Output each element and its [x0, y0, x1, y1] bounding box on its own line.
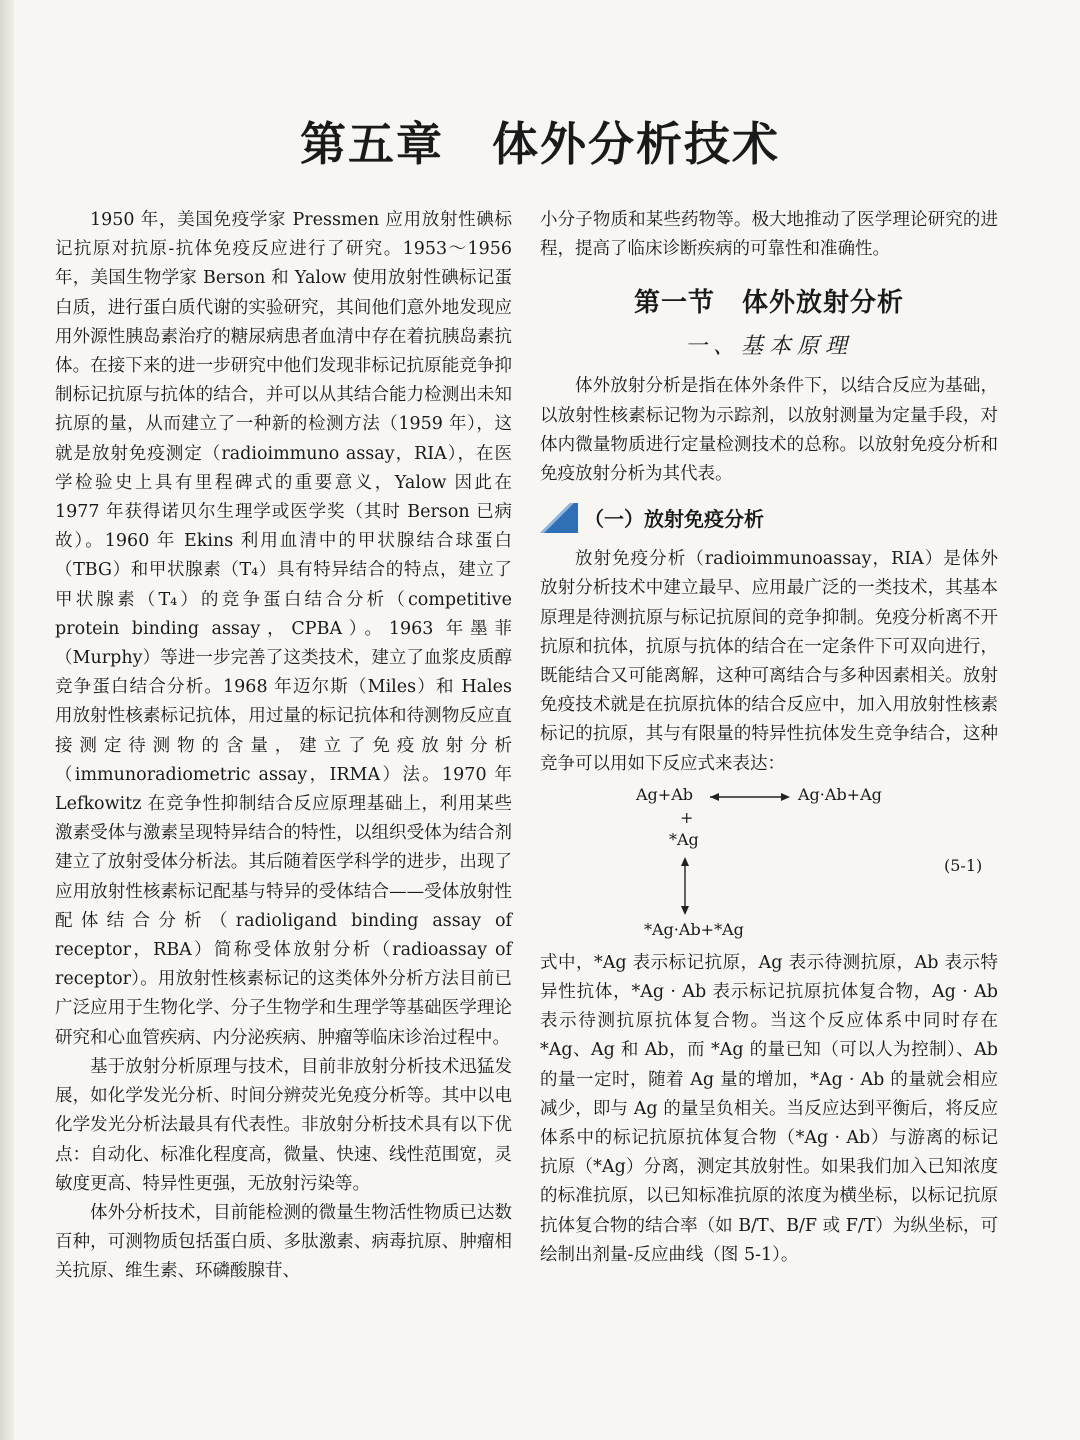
eq-plus: + [680, 807, 694, 827]
left-column [55, 206, 512, 1287]
chapter-title: 第五章 体外分析技术 [300, 117, 780, 171]
ria-paragraph: 放射免疫分析（radioimmunoassay，RIA）是体外放射分析技术中建立最早、应用最广泛的一类技术，其基本原理是待测抗原与标记抗原间的竞争抑制。免疫分析离不开抗原和抗体，抗原与抗体的结合在一定条件下可双向进行，既能结合又可能离解，这种可离结合与多种因素相关。放射免疫技术就是在抗原抗体的结合反应中，加入用放射性核素标记的抗原，其与有限量的特异性抗体发生竞争结合，这种竞争可以用如下反应式来表达： [540, 549, 998, 774]
continued-paragraph: 小分子物质和某些药物等。极大地推动了医学理论研究的进程，提高了临床诊断疾病的可靠性和准确性。 [540, 210, 998, 260]
explanation-paragraph: 式中，*Ag 表示标记抗原，Ag 表示待测抗原，Ab 表示特异性抗体，*Ag · Ab 表示标记抗原抗体复合物，Ag · Ab 表示待测抗原抗体复合物。当这个反应体系中同时存在 *Ag、Ag 和 Ab，而 *Ag 的量已知（可以人为控制）、Ab 的量一定时，随着 Ag 量的增加，*Ag · Ab 的量就会相应减少，即与 Ag 的量呈负相关。当反应达到平衡后，将反应体系中的标记抗原抗体复合物（*Ag · Ab）与游离的标记抗原（*Ag）分离，测定其放射性。如果我们加入已知浓度的标准抗原，以已知标准抗原的浓度为横坐标，以标记抗原抗体复合物的结合率（如 B/T、B/F 或 F/T）为纵坐标，可绘制出剂量-反应曲线（图 5-1）。 [540, 952, 998, 1265]
non-radio-paragraph: 基于放射分析原理与技术，目前非放射分析技术迅猛发展，如化学发光分析、时间分辨荧光免疫分析等。其中以电化学发光分析法最具有代表性。非放射分析技术具有以下优点：自动化、标准化程度高，微量、快速、线性范围宽，灵敏度更高、特异性更强，无放射污染等。 [55, 1056, 512, 1194]
section-marker-icon [540, 503, 578, 533]
reaction-equation [540, 779, 998, 949]
scope-paragraph: 体外分析技术，目前能检测的微量生物活性物质已达数百种，可测物质包括蛋白质、多肽激素、病毒抗原、肿瘤相关抗原、维生素、环磷酸腺苷、 [55, 1202, 512, 1282]
subsection-title: 一、基本原理 [684, 334, 853, 360]
history-paragraph: 1950 年，美国免疫学家 Pressmen 应用放射性碘标记抗原对抗原-抗体免疫反应进行了研究。1953～1956 年，美国生物学家 Berson 和 Yalow 使用放射性碘标记蛋白质，进行蛋白质代谢的实验研究，其间他们意外地发现应用外源性胰岛素治疗的糖尿病患者血清中存在着抗胰岛素抗体。在接下来的进一步研究中他们发现非标记抗原能竞争抑制标记抗原与抗体的结合，并可以从其结合能力检测出未知抗原的量，从而建立了一种新的检测方法（1959 年），这就是放射免疫测定（radioimmuno assay，RIA），在医学检验史上具有里程碑式的重要意义，Yalow 因此在 1977 年获得诺贝尔生理学或医学奖（其时 Berson 已病故）。1960 年 Ekins 利用血清中的甲状腺结合球蛋白（TBG）和甲状腺素（T₄）具有特异结合的特点，建立了甲状腺素（T₄）的竞争蛋白结合分析（competitive protein binding assay，CPBA）。1963 年墨菲（Murphy）等进一步完善了这类技术，建立了血浆皮质醇竞争蛋白结合分析。1968 年迈尔斯（Miles）和 Hales 用放射性核素标记抗体，用过量的标记抗体和待测物反应直接测定待测物的含量，建立了免疫放射分析（immunoradiometric assay，IRMA）法。1970 年 Lefkowitz 在竞争性抑制结合反应原理基础上，利用某些激素受体与激素呈现特异结合的特性，以组织受体为结合剂建立了放射受体分析法。其后随着医学科学的进步，出现了应用放射性核素标记配基与特异的受体结合——受体放射性配体结合分析（radioligand binding assay of receptor，RBA）简称受体放射分析（radioassay of receptor）。用放射性核素标记的这类体外分析方法目前已广泛应用于生物化学、分子生物学和生理学等基础医学理论研究和心血管疾病、内分泌疾病、肿瘤等临床诊治过程中。 [55, 210, 512, 1048]
subsubsection-heading [540, 501, 998, 535]
eq-reactants: Ag+Ab [636, 784, 693, 804]
eq-labeled-antigen: *Ag [669, 829, 699, 849]
principle-paragraph: 体外放射分析是指在体外条件下，以结合反应为基础，以放射性核素标记物为示踪剂，以放射测量为定量手段，对体内微量物质进行定量检测技术的总称。以放射免疫分析和免疫放射分析为其代表。 [540, 376, 998, 485]
eq-labeled-complex: *Ag·Ab+*Ag [644, 919, 744, 939]
equation-arrows [540, 779, 998, 949]
right-column [540, 206, 998, 1270]
equation-number: (5-1) [944, 855, 983, 875]
eq-products: Ag·Ab+Ag [798, 784, 882, 804]
subsubsection-title: （一）放射免疫分析 [584, 507, 764, 532]
page-binding-edge [0, 0, 14, 1440]
section-title: 第一节 体外放射分析 [633, 288, 904, 319]
